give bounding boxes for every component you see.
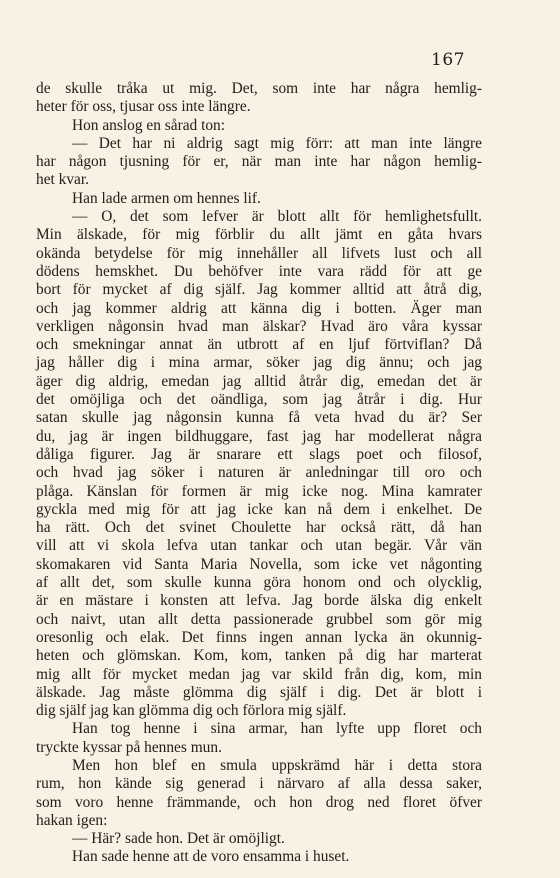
text-line: Han sade henne att de voro ensamma i huset. (72, 848, 350, 866)
text-line: och naivt, utan allt detta passionerade grubbel som gör mig (36, 610, 482, 628)
text-line: och hvad jag söker i naturen är anledningar till oro och (36, 464, 482, 482)
text-line: dig själf jag kan glömma dig och förlora mig själf. (36, 702, 347, 720)
text-line: dåliga figurer. Jag är snarare ett slags poet och filosof, (36, 445, 482, 463)
text-line: — Här? sade hon. Det är omöjligt. (72, 830, 285, 848)
text-line: och jag kommer aldrig att känna dig i botten. Äger man (36, 299, 482, 317)
body-text (36, 80, 482, 867)
text-line: de skulle tråka ut mig. Det, som inte har några hemlig- (36, 80, 482, 97)
text-line: oresonlig och elak. Det finns ingen annan lycka än okunnig- (36, 628, 482, 646)
text-line: Hon anslog en sårad ton: (72, 116, 226, 134)
text-line: mig allt för mycket medan jag var skild från dig, kom, min (36, 665, 482, 683)
text-line: du, jag är ingen bildhuggare, fast jag har modellerat några (36, 427, 482, 445)
text-line: och smekningar annat än utbrott af en ljuf förtviflan? Då (36, 336, 482, 354)
text-line: har någon tjusning för er, när man inte har någon hemlig- (36, 153, 482, 171)
text-line: Han tog henne i sina armar, han lyfte upp floret och (72, 720, 482, 738)
text-line: jag håller dig i mina armar, söker jag dig ännu; och jag (36, 354, 482, 372)
text-line: som voro henne främmande, och hon drog ned floret öfver (36, 793, 482, 811)
text-line: rum, hon kände sig generad i närvaro af alla dessa saker, (36, 775, 482, 793)
page-number: 167 (431, 50, 465, 70)
text-line: plåga. Känslan för formen är mig icke nog. Mina kamrater (36, 482, 482, 500)
text-line: är en mästare i konsten att lefva. Jag borde älska dig enkelt (36, 592, 482, 610)
text-line: vill att vi skola lefva utan tankar och utan begär. Vår vän (36, 537, 482, 555)
text-line: af allt det, som skulle kunna göra honom ond och olycklig, (36, 574, 482, 592)
text-line: tryckte kyssar på hennes mun. (36, 738, 222, 756)
text-line: satan skulle jag någonsin kunna få veta hvad du är? Ser (36, 409, 482, 427)
text-line: ha rätt. Och det svinet Choulette har också rätt, då han (36, 519, 482, 537)
text-line: — O, det som lefver är blott allt för hemlighetsfullt. (72, 208, 482, 226)
text-line: dödens hemskhet. Du behöfver inte vara rädd för att ge (36, 262, 482, 280)
text-line: heten och glömskan. Kom, kom, tanken på dig har marterat (36, 647, 482, 665)
text-line: Men hon blef en smula uppskrämd här i detta stora (72, 756, 482, 774)
text-line: Han lade armen om hennes lif. (72, 189, 261, 207)
text-line: älskade. Jag måste glömma dig själf i dig. Det är blott i (36, 683, 482, 701)
text-line: verkligen någonsin hvad man älskar? Hvad äro våra kyssar (36, 317, 482, 335)
text-line: gyckla med mig för att jag icke kan nå dem i enkelhet. De (36, 500, 482, 518)
text-line: skomakaren vid Santa Maria Novella, som icke vet någonting (36, 555, 482, 573)
text-line: het kvar. (36, 171, 89, 189)
text-line: det omöjliga och det oändliga, som jag åtrår i dig. Hur (36, 391, 482, 409)
text-line: okända betydelse för mig innehåller all lifvets lust och all (36, 244, 482, 262)
text-line: Min älskade, för mig förblir du allt jämt en gåta hvars (36, 226, 482, 244)
text-line: äger dig aldrig, emedan jag alltid åtrår dig, emedan det är (36, 372, 482, 390)
text-line: — Det har ni aldrig sagt mig förr: att man inte längre (72, 134, 482, 152)
text-line: heter för oss, tjusar oss inte längre. (36, 98, 251, 116)
text-line: hakan igen: (36, 811, 108, 829)
text-line: bort för mycket af dig själf. Jag kommer alltid att åtrå dig, (36, 281, 482, 299)
